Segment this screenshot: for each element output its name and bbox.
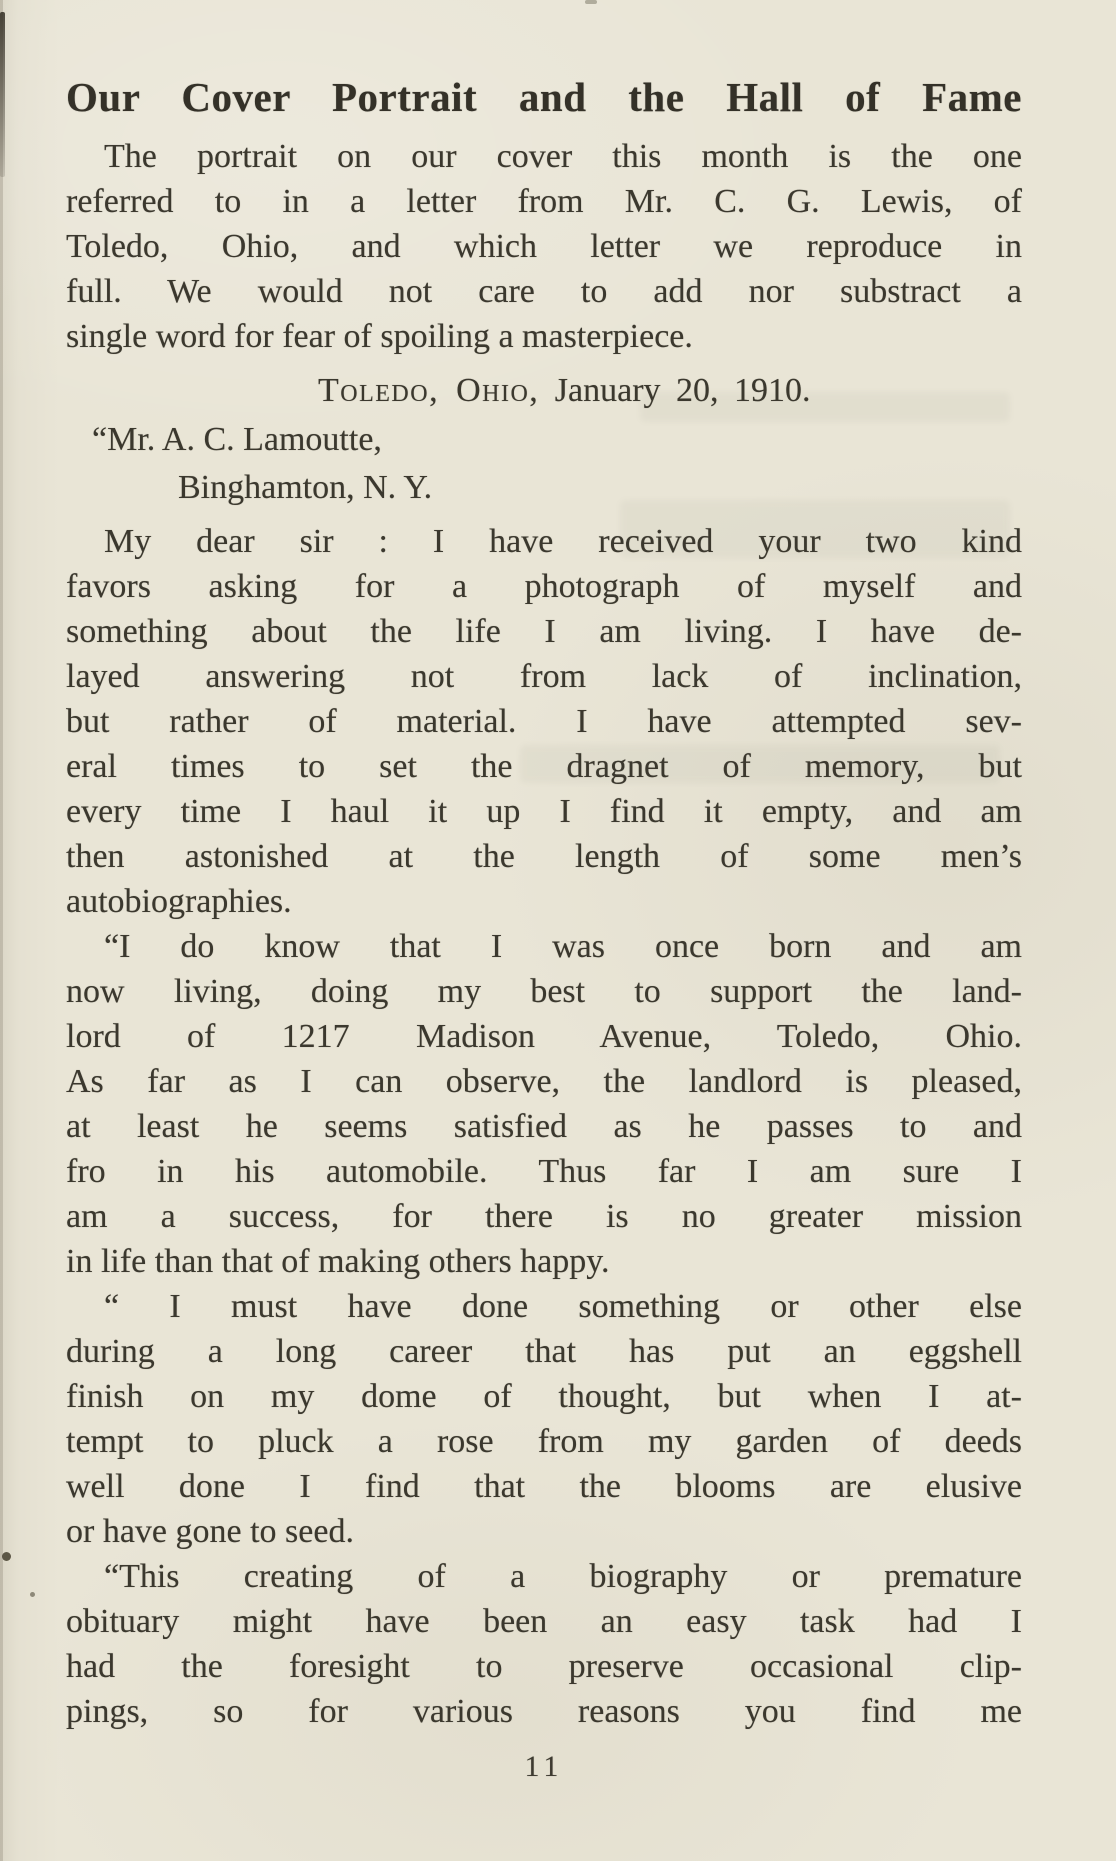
scan-speck bbox=[30, 1592, 35, 1597]
text-line: fro in his automobile. Thus far I am sure I bbox=[66, 1153, 1022, 1190]
text-line: referred to in a letter from Mr. C. G. Lewis, of bbox=[66, 183, 1022, 220]
text-line: full. We would not care to add nor substract a bbox=[66, 273, 1022, 310]
letter-paragraph-1 bbox=[66, 519, 1022, 924]
text-line: obituary might have been an easy task had I bbox=[66, 1603, 1022, 1640]
text-line: or have gone to seed. bbox=[66, 1513, 354, 1550]
letter-paragraph-3 bbox=[66, 1284, 1022, 1554]
letter-dateline bbox=[318, 368, 1022, 413]
text-line: at least he seems satisfied as he passes to and bbox=[66, 1108, 1022, 1145]
text-line: favors asking for a photograph of myself and bbox=[66, 568, 1022, 605]
text-line: then astonished at the length of some men’s bbox=[66, 838, 1022, 875]
text-line: lord of 1217 Madison Avenue, Toledo, Ohio. bbox=[66, 1018, 1022, 1055]
text-line: “This creating of a biography or premature bbox=[104, 1558, 1022, 1595]
text-line: in life than that of making others happy. bbox=[66, 1243, 610, 1280]
text-line: Toledo, Ohio, and which letter we reproduce in bbox=[66, 228, 1022, 265]
intro-paragraph bbox=[66, 134, 1022, 359]
letter-paragraph-2 bbox=[66, 924, 1022, 1284]
page-number: 11 bbox=[524, 1750, 564, 1783]
text-line: “ I must have done something or other else bbox=[104, 1288, 1022, 1325]
text-line: autobiographies. bbox=[66, 883, 292, 920]
text-line: tempt to pluck a rose from my garden of deeds bbox=[66, 1423, 1022, 1460]
letter-addressee: “Mr. A. C. Lamoutte, bbox=[92, 421, 382, 458]
page-title: Our Cover Portrait and the Hall of Fame bbox=[66, 74, 1022, 120]
letter-paragraph-4 bbox=[66, 1554, 1022, 1734]
text-line: but rather of material. I have attempted sev- bbox=[66, 703, 1022, 740]
text-line: The portrait on our cover this month is the one bbox=[104, 138, 1022, 175]
letter-address-city: Binghamton, N. Y. bbox=[178, 469, 433, 506]
text-line: pings, so for various reasons you find me bbox=[66, 1693, 1022, 1730]
text-line: My dear sir : I have received your two kind bbox=[104, 523, 1022, 560]
text-line: well done I find that the blooms are elusive bbox=[66, 1468, 1022, 1505]
scan-speck bbox=[585, 0, 597, 4]
scan-speck bbox=[2, 1552, 11, 1561]
page-content bbox=[66, 74, 1022, 1784]
text-line: am a success, for there is no greater mission bbox=[66, 1198, 1022, 1235]
dateline-date: January 20, 1910. bbox=[539, 372, 811, 409]
text-line: eral times to set the dragnet of memory, but bbox=[66, 748, 1022, 785]
text-line: now living, doing my best to support the land- bbox=[66, 973, 1022, 1010]
text-line: every time I haul it up I find it empty, and am bbox=[66, 793, 1022, 830]
dateline-place: Toledo, Ohio, bbox=[318, 372, 540, 409]
text-line: something about the life I am living. I have de- bbox=[66, 613, 1022, 650]
scan-edge-shadow bbox=[0, 0, 3, 1861]
text-line: As far as I can observe, the landlord is pleased, bbox=[66, 1063, 1022, 1100]
article-body bbox=[66, 134, 1022, 1734]
text-line: single word for fear of spoiling a masterpiece. bbox=[66, 318, 693, 355]
scan-edge-line bbox=[0, 12, 5, 177]
text-line: had the foresight to preserve occasional clip- bbox=[66, 1648, 1022, 1685]
text-line: layed answering not from lack of inclination, bbox=[66, 658, 1022, 695]
text-line: during a long career that has put an eggshell bbox=[66, 1333, 1022, 1370]
text-line: “I do know that I was once born and am bbox=[104, 928, 1022, 965]
text-line: finish on my dome of thought, but when I at- bbox=[66, 1378, 1022, 1415]
